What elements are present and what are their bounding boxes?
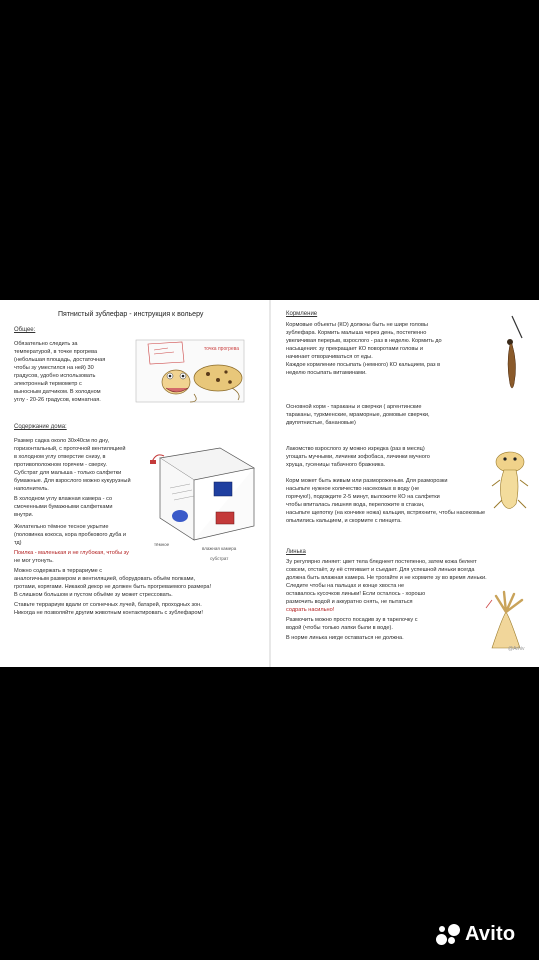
text-line: горячую!), подождите 2-5 минут, выложите КО на салфетки <box>286 494 440 500</box>
text-line: Корм может быть живым или размороженым. Для разморозки <box>286 478 448 484</box>
text-line: должна быть влажная камера. Не трогайте и не кормите зу во время линьки. <box>286 575 487 581</box>
text-line: Ставьте террариум вдали от солнечных лучей, батарей, проходных зон. <box>14 602 202 608</box>
watermark-small: @Arhiv <box>508 646 525 652</box>
document-scan <box>0 300 539 667</box>
text-line: Никогда не позволяйте другим животным контактировать с зублефаром! <box>14 610 203 616</box>
gecko-foot-drawing <box>482 588 534 652</box>
gecko-drawing <box>488 440 532 520</box>
text-line: размочить водой и аккуратно снять, не пытаться <box>286 599 413 605</box>
gecko-terrarium-sketch <box>134 336 246 406</box>
page-gap <box>269 300 271 667</box>
text-line: увеличивая перерыв, взрослого - раз в неделю. Кормить до <box>286 338 442 344</box>
text-line: не мог утонуть. <box>14 558 54 564</box>
sketch-note: точка прогрева <box>204 346 240 352</box>
text-line: Основной корм - тараканы и сверчки ( аргентинские <box>286 404 422 410</box>
avito-logo-icon <box>436 922 462 946</box>
text-line: гротами, корягами. Никакой декор не должен быть прогреваемого размера! <box>14 584 212 590</box>
text-line: Каждое кормление посыпать (немного) КО кальцием, раз в <box>286 362 441 368</box>
text-line: наполнитель. <box>14 486 49 492</box>
text-line: тараканы, туркменские, мраморные, домовые сверчки, <box>286 412 430 418</box>
text-line: Кормовые объекты (КО) должны быть не шире головы <box>286 322 428 328</box>
text-line: чтобы впиталась лишняя вода, переложите в стакан, <box>286 502 425 508</box>
text-line: чтобы зу уместился на ней) 30 <box>14 365 94 371</box>
text-line: насыпьте щепотку (на кончике ножа) кальция, встряхните, чтобы насекомые <box>286 510 486 516</box>
terrarium-box-sketch <box>150 438 258 568</box>
text-line: В слишком большом и пустом объёме зу может стрессовать. <box>14 592 173 598</box>
text-line: Лакомство взрослого зу можно изредка (раз в месяц) <box>286 446 425 452</box>
text-line: Поилка - маленькая и не глубокая, чтобы зу <box>14 550 129 556</box>
text-line: содрать насильно! <box>286 607 335 613</box>
text-line: градусов, удобно использовать <box>14 373 96 379</box>
text-line: в холодном углу отверстие снизу, в <box>14 454 106 460</box>
text-line: неделю посыпать витаминами. <box>286 370 367 376</box>
sketch-note: влажная камера <box>202 546 237 551</box>
text-line: Можно содержать в террариуме с <box>14 568 103 574</box>
shedding-heading: Линька <box>286 549 306 555</box>
text-line: электронный термометр с <box>14 381 82 387</box>
text-line: противоположном горячем - сверху. <box>14 462 107 468</box>
text-line: В норме линька нигде оставаться не должна. <box>286 635 404 641</box>
text-line: двупятнистые, банановые) <box>286 420 356 426</box>
general-heading: Общее: <box>14 327 36 333</box>
text-line: опылились кальцием, и скормите с пинцета. <box>286 518 402 524</box>
text-line: (половинка кокоса, кора пробкового дуба и <box>14 532 127 538</box>
text-line: температурой, в точке прогрева <box>14 349 98 355</box>
text-line: В холодном углу влажная камера - со <box>14 496 113 502</box>
text-line: хруща, гусеницы табачного бражника. <box>286 462 386 468</box>
text-line: совсем, отстаёт, зу её стягивает и съедает. Для успешной линьки всегда <box>286 567 475 573</box>
text-line: смоченными бумажными салфетками <box>14 504 113 510</box>
sketch-note: тёмное <box>154 542 170 547</box>
avito-watermark <box>436 922 515 946</box>
text-line: водой (чтобы только лапки были в воде). <box>286 625 393 631</box>
text-line: Зу регулярно линяет: цвет тела бледнеет постепенно, затем кожа белеет <box>286 559 477 565</box>
text-line: Желательно тёмное тесное укрытие <box>14 524 109 530</box>
text-line: угощать мучными, личинки зофобаса, личинки мучного <box>286 454 430 460</box>
feeding-tongs-illustration <box>492 314 530 396</box>
text-line: Размер садка около 30х40см по дну, <box>14 438 110 444</box>
text-line: бумажные. Для взрослого можно кукурузный <box>14 478 131 484</box>
text-line: Размочить можно просто посадив зу в тарелочку с <box>286 617 418 623</box>
text-line: насыпьте нужное количество насекомых в воду (не <box>286 486 420 492</box>
sketch-note: субстрат <box>210 556 229 561</box>
text-line: аналогичным размером и вентиляцией, оборудовать объём полками, <box>14 576 196 582</box>
right-page <box>276 300 535 667</box>
text-line: (небольшая площадь, достаточная <box>14 357 106 363</box>
text-line: Субстрат для малыша - только салфетки <box>14 470 122 476</box>
avito-wordmark: Avito <box>465 922 516 945</box>
text-line: Следите чтобы на пальцах и конце хвоста не <box>286 583 405 589</box>
text-line: зублефара. Кормить малыша через день, постепенно <box>286 330 427 336</box>
feeding-heading: Кормление <box>286 311 318 317</box>
text-line: внутри. <box>14 512 34 518</box>
text-line: начинает отворачиваться от еды. <box>286 354 373 360</box>
text-line: выносным датчиком. В холодном <box>14 389 101 395</box>
text-line: углу - 20-26 градусов, комнатная. <box>14 397 101 403</box>
text-line: насыщения: зу прекращает КО поворотами головы и <box>286 346 424 352</box>
text-line: оставалось кусочков линьки! Если осталось - хорошо <box>286 591 426 597</box>
left-page <box>4 300 266 667</box>
text-line: тд) <box>14 540 22 546</box>
text-line: горизонтальный, с проточной вентиляцией <box>14 446 126 452</box>
page-title: Пятнистый зублефар - инструкция к вольеру <box>58 311 204 318</box>
text-line: Обязательно следить за <box>14 341 78 347</box>
home-heading: Содержание дома: <box>14 424 67 430</box>
